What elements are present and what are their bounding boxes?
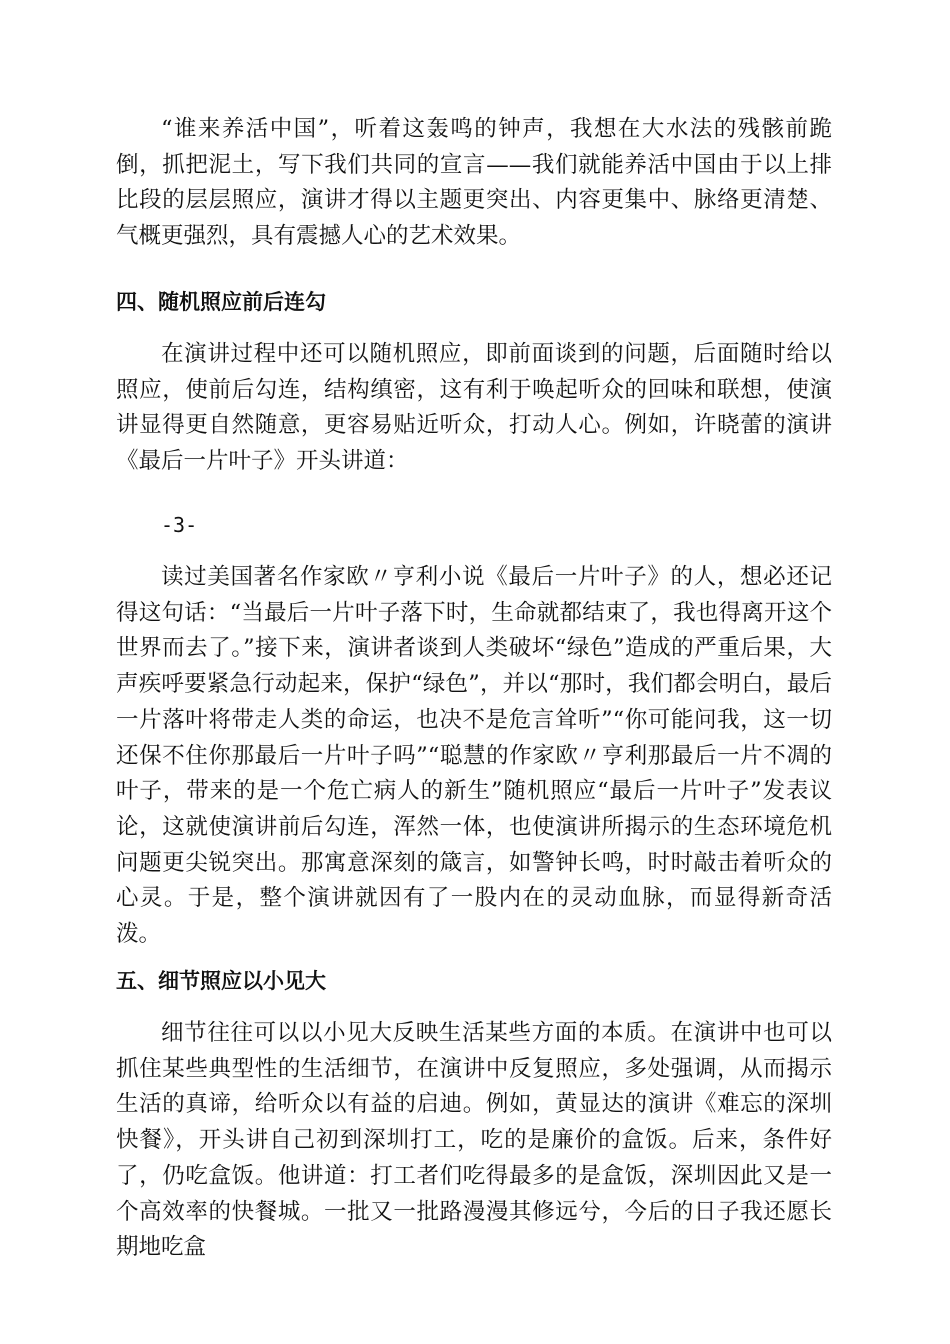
page-number: -3-	[161, 513, 198, 537]
section-heading-5: 五、细节照应以小见大	[116, 969, 326, 993]
section-heading-4: 四、随机照应前后连勾	[116, 290, 326, 314]
paragraph-last-leaf-example: 读过美国著名作家欧〃亨利小说《最后一片叶子》的人，想必还记得这句话：“当最后一片叶子落下时，生命就都结束了，我也得离开这个世界而去了。”接下来，演讲者谈到人类破坏“绿色”造成的严重后果，大声疾呼要紧急行动起来，保护“绿色”，并以“那时，我们都会明白，最后一片落叶将带走人类的命运，也决不是危言耸听”“你可能问我，这一切还保不住你那最后一片叶子吗”“聪慧的作家欧〃亨利那最后一片不凋的叶子，带来的是一个危亡病人的新生”随机照应“最后一片叶子”发表议论，这就使演讲前后勾连，浑然一体，也使演讲所揭示的生态环境危机问题更尖锐突出。那寓意深刻的箴言，如警钟长鸣，时时敲击着听众的心灵。于是，整个演讲就因有了一股内在的灵动血脉，而显得新奇活泼。	[116, 564, 832, 948]
paragraph-detail-echo: 细节往往可以以小见大反映生活某些方面的本质。在演讲中也可以抓住某些典型性的生活细节，在演讲中反复照应，多处强调，从而揭示生活的真谛，给听众以有益的启迪。例如，黄显达的演讲《难忘的深圳快餐》，开头讲自己初到深圳打工，吃的是廉价的盒饭。后来，条件好了，仍吃盒饭。他讲道：打工者们吃得最多的是盒饭，深圳因此又是一个高效率的快餐城。一批又一批路漫漫其修远兮，今后的日子我还愿长期地吃盒	[116, 1020, 832, 1261]
paragraph-summary: “谁来养活中国”，听着这轰鸣的钟声，我想在大水法的残骸前跪倒，抓把泥土，写下我们共同的宣言——我们就能养活中国由于以上排比段的层层照应，演讲才得以主题更突出、内容更集中、脉络更清楚、气概更强烈，具有震撼人心的艺术效果。	[116, 116, 832, 250]
paragraph-random-echo: 在演讲过程中还可以随机照应，即前面谈到的问题，后面随时给以照应，使前后勾连，结构缜密，这有利于唤起听众的回味和联想，使演讲显得更自然随意，更容易贴近听众，打动人心。例如，许晓蕾的演讲《最后一片叶子》开头讲道：	[116, 341, 832, 475]
